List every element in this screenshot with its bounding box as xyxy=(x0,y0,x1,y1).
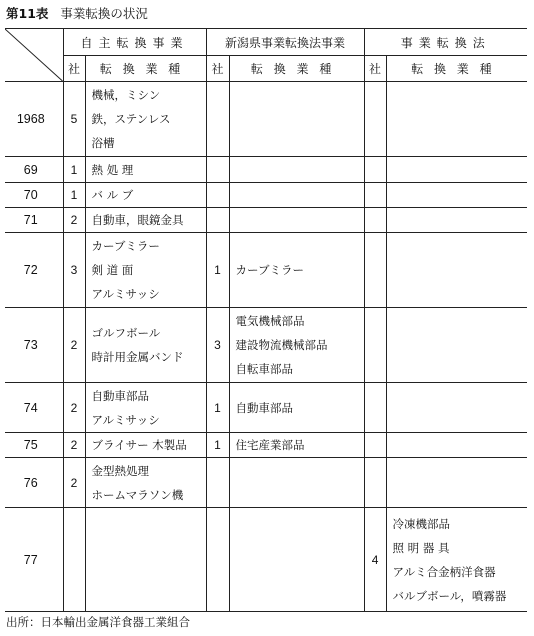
conversion-table xyxy=(5,28,527,612)
types-cell-a xyxy=(85,433,206,458)
table-caption: 事業転換の状況 xyxy=(60,6,148,21)
count-cell-b xyxy=(206,508,229,612)
header-corner xyxy=(5,29,63,82)
header-count-c: 社 xyxy=(364,56,386,82)
year-cell: 73 xyxy=(5,308,63,383)
types-cell-a xyxy=(85,82,206,157)
item-label: 自動車部品 xyxy=(91,388,149,403)
count-cell-b: 1 xyxy=(206,383,229,433)
types-cell-a xyxy=(85,208,206,233)
types-cell-b xyxy=(229,458,364,508)
table-row xyxy=(5,433,527,458)
types-cell-c xyxy=(386,458,527,508)
types-cell-c xyxy=(386,233,527,308)
item-label: 冷凍機部品 xyxy=(392,516,451,531)
item-label: 剣 道 面 xyxy=(91,263,134,277)
types-cell-b xyxy=(229,183,364,208)
types-cell-a xyxy=(85,308,206,383)
diagonal-line xyxy=(5,29,63,81)
types-cell-b xyxy=(229,82,364,157)
year-cell: 69 xyxy=(5,157,63,183)
count-cell-a: 1 xyxy=(63,157,85,183)
table-row xyxy=(5,157,527,183)
year-cell: 70 xyxy=(5,183,63,208)
item-label: 機械，ミシン xyxy=(91,88,161,102)
count-cell-a xyxy=(63,508,85,612)
header-group-law: 事業転換法 xyxy=(364,29,527,56)
table-number: 第11表 xyxy=(6,6,49,21)
types-cell-a xyxy=(85,383,206,433)
types-cell-b xyxy=(229,433,364,458)
table-row xyxy=(5,82,527,157)
year-cell: 76 xyxy=(5,458,63,508)
count-cell-c xyxy=(364,383,386,433)
types-cell-b xyxy=(229,157,364,183)
types-cell-a xyxy=(85,183,206,208)
item-label: アルミサッシ xyxy=(91,412,160,427)
count-cell-b: 3 xyxy=(206,308,229,383)
year-cell: 1968 xyxy=(5,82,63,157)
item-label: 浴槽 xyxy=(91,136,115,150)
count-cell-a: 3 xyxy=(63,233,85,308)
types-cell-c xyxy=(386,82,527,157)
item-label: バ ル ブ xyxy=(91,188,134,202)
types-cell-c xyxy=(386,508,527,612)
count-cell-c xyxy=(364,433,386,458)
item-label: 自動車部品 xyxy=(235,400,294,415)
count-cell-b: 1 xyxy=(206,233,229,308)
count-cell-c xyxy=(364,82,386,157)
count-cell-b xyxy=(206,458,229,508)
table-title xyxy=(6,4,148,22)
header-count-a: 社 xyxy=(63,56,85,82)
year-cell: 77 xyxy=(5,508,63,612)
table-row xyxy=(5,208,527,233)
types-cell-b xyxy=(229,508,364,612)
count-cell-b xyxy=(206,208,229,233)
count-cell-c xyxy=(364,208,386,233)
types-cell-c xyxy=(386,383,527,433)
table-row xyxy=(5,183,527,208)
header-type-a: 転換業種 xyxy=(85,56,206,82)
types-cell-c xyxy=(386,308,527,383)
header-group-voluntary: 自主転換事業 xyxy=(63,29,206,56)
count-cell-c xyxy=(364,233,386,308)
table-body xyxy=(5,82,527,612)
count-cell-c xyxy=(364,308,386,383)
item-label: 金型熱処理 xyxy=(91,463,149,478)
count-cell-b xyxy=(206,82,229,157)
header-count-b: 社 xyxy=(206,56,229,82)
item-label: 鉄，ステンレス xyxy=(91,112,171,126)
item-label: 住宅産業部品 xyxy=(235,438,305,452)
count-cell-a: 2 xyxy=(63,383,85,433)
count-cell-b xyxy=(206,157,229,183)
source-note: 出所：日本輸出金属洋食器工業組合 xyxy=(6,615,190,629)
count-cell-c xyxy=(364,458,386,508)
count-cell-a: 2 xyxy=(63,433,85,458)
item-label: ホームマラソン機 xyxy=(91,487,184,502)
types-cell-c xyxy=(386,433,527,458)
types-cell-c xyxy=(386,183,527,208)
item-label: アルミ合金柄洋食器 xyxy=(392,564,496,579)
year-cell: 71 xyxy=(5,208,63,233)
item-label: カーブミラー xyxy=(91,239,160,253)
table-row xyxy=(5,308,527,383)
item-label: バルブボール，噴霧器 xyxy=(392,588,507,603)
item-label: 熱 処 理 xyxy=(91,162,134,177)
table-row xyxy=(5,508,527,612)
item-label: 自動車，眼鏡金具 xyxy=(91,213,184,227)
item-label: カーブミラー xyxy=(235,263,304,277)
header-type-b: 転換業種 xyxy=(229,56,364,82)
item-label: 自転車部品 xyxy=(235,362,294,376)
item-label: 建設物流機械部品 xyxy=(235,338,328,352)
year-cell: 72 xyxy=(5,233,63,308)
count-cell-a: 5 xyxy=(63,82,85,157)
count-cell-b xyxy=(206,183,229,208)
types-cell-a xyxy=(85,508,206,612)
table-row xyxy=(5,383,527,433)
types-cell-a xyxy=(85,233,206,308)
item-label: 照 明 器 具 xyxy=(392,540,450,555)
count-cell-a: 2 xyxy=(63,308,85,383)
types-cell-b xyxy=(229,233,364,308)
types-cell-b xyxy=(229,208,364,233)
types-cell-c xyxy=(386,157,527,183)
table-row xyxy=(5,233,527,308)
item-label: アルミサッシ xyxy=(91,287,160,301)
count-cell-a: 2 xyxy=(63,208,85,233)
count-cell-a: 2 xyxy=(63,458,85,508)
count-cell-c: 4 xyxy=(364,508,386,612)
types-cell-a xyxy=(85,157,206,183)
item-label: ブライサー 木製品 xyxy=(91,438,187,452)
count-cell-b: 1 xyxy=(206,433,229,458)
types-cell-a xyxy=(85,458,206,508)
types-cell-c xyxy=(386,208,527,233)
header-type-c: 転換業種 xyxy=(386,56,527,82)
types-cell-b xyxy=(229,308,364,383)
count-cell-c xyxy=(364,183,386,208)
item-label: 時計用金属バンド xyxy=(91,350,184,364)
item-label: ゴルフボール xyxy=(91,326,161,340)
year-cell: 75 xyxy=(5,433,63,458)
count-cell-a: 1 xyxy=(63,183,85,208)
types-cell-b xyxy=(229,383,364,433)
year-cell: 74 xyxy=(5,383,63,433)
item-label: 電気機械部品 xyxy=(235,314,305,328)
table-row xyxy=(5,458,527,508)
count-cell-c xyxy=(364,157,386,183)
header-group-niigata: 新潟県事業転換法事業 xyxy=(206,29,364,56)
